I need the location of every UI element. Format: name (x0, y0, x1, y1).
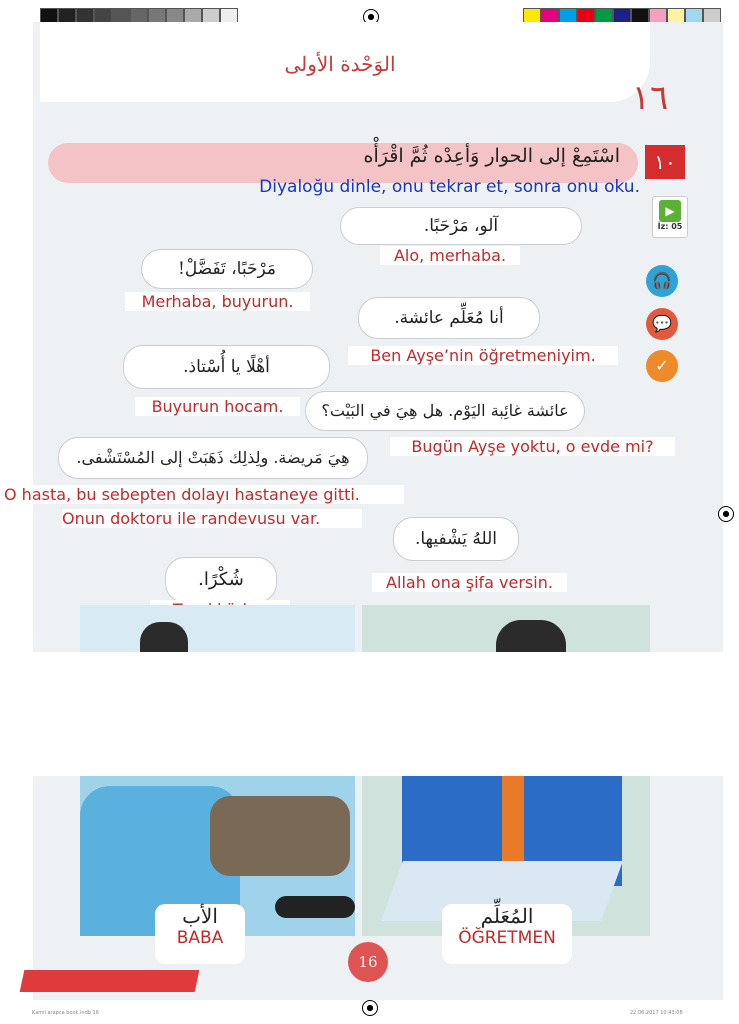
date-info: 22.06.2017 10:43:08 (630, 1010, 683, 1016)
file-info: Kamil arapca book.indb 16 (32, 1010, 99, 1016)
instruction-arabic: اسْتَمِعْ إلى الحوار وَأعِدْه ثُمَّ اقْرَأْه (363, 145, 620, 167)
translation-teacher-4: Allah ona şifa versin. (372, 573, 567, 592)
translation-father-3-line1: O hasta, bu sebepten dolayı hastaneye gitti. (4, 485, 404, 504)
instruction-turkish: Diyaloğu dinle, onu tekrar et, sonra onu oku. (259, 177, 640, 197)
father-name-arabic: الأب (182, 904, 218, 928)
play-icon: ▶ (659, 200, 681, 222)
translation-teacher-1: Alo, merhaba. (380, 246, 520, 265)
page-number-circle: 16 (348, 942, 388, 982)
teacher-hair (496, 620, 566, 652)
bubble-father-4: شُكْرًا. (165, 557, 277, 603)
bubble-teacher-2: أنا مُعَلِّم عائشة. (358, 297, 540, 339)
footer-registration-mark-icon (362, 1000, 378, 1016)
father-name-card (155, 904, 245, 964)
headphones-icon[interactable]: 🎧 (646, 265, 678, 297)
side-registration-mark-icon (718, 506, 734, 522)
translation-father-2: Buyurun hocam. (135, 397, 300, 416)
translation-teacher-3: Bugün Ayşe yoktu, o evde mi? (390, 437, 675, 456)
teacher-name-card (442, 904, 572, 964)
father-shoes (275, 896, 355, 918)
speech-icon[interactable]: 💬 (646, 308, 678, 340)
page-number-arabic: ١٦ (631, 78, 669, 118)
bubble-teacher-4: اللهُ يَشْفيها. (393, 517, 519, 561)
teacher-name-arabic: المُعَلِّم (480, 904, 534, 928)
bubble-father-2: أهْلًا يا أُسْتاذ. (123, 345, 330, 389)
father-legs (210, 796, 350, 876)
father-name-turkish: BABA (176, 928, 224, 948)
translation-father-1: Merhaba, buyurun. (125, 292, 310, 311)
unit-title: الوَحْدة الأولى (284, 52, 396, 76)
blank-band (0, 652, 739, 776)
teacher-tie (502, 776, 524, 871)
translation-teacher-2: Ben Ayşe’nin öğretmeniyim. (348, 346, 618, 365)
bubble-father-1: مَرْحَبًا، تَفَضَّلْ! (141, 249, 313, 289)
video-label: İz: 05 (657, 222, 683, 231)
father-hair (140, 622, 188, 652)
bubble-father-3: هِيَ مَريضة. ولِذلِك ذَهَبَتْ إلى المُسْتَشْفى. (58, 437, 368, 479)
teacher-name-turkish: ÖĞRETMEN (458, 928, 556, 948)
father-illustration-top (80, 605, 355, 652)
exercise-number-flag: ١٠ (645, 145, 685, 179)
footer-brush-stroke (20, 970, 200, 992)
video-button[interactable] (652, 196, 688, 238)
translation-father-3-line2: Onun doktoru ile randevusu var. (62, 509, 362, 528)
bubble-teacher-1: آلو، مَرْحَبًا. (340, 207, 582, 245)
bubble-teacher-3: عائشة غائِبة اليَوْم. هل هِيَ في البَيْت؟ (305, 391, 585, 431)
book-icon[interactable]: ✓ (646, 350, 678, 382)
